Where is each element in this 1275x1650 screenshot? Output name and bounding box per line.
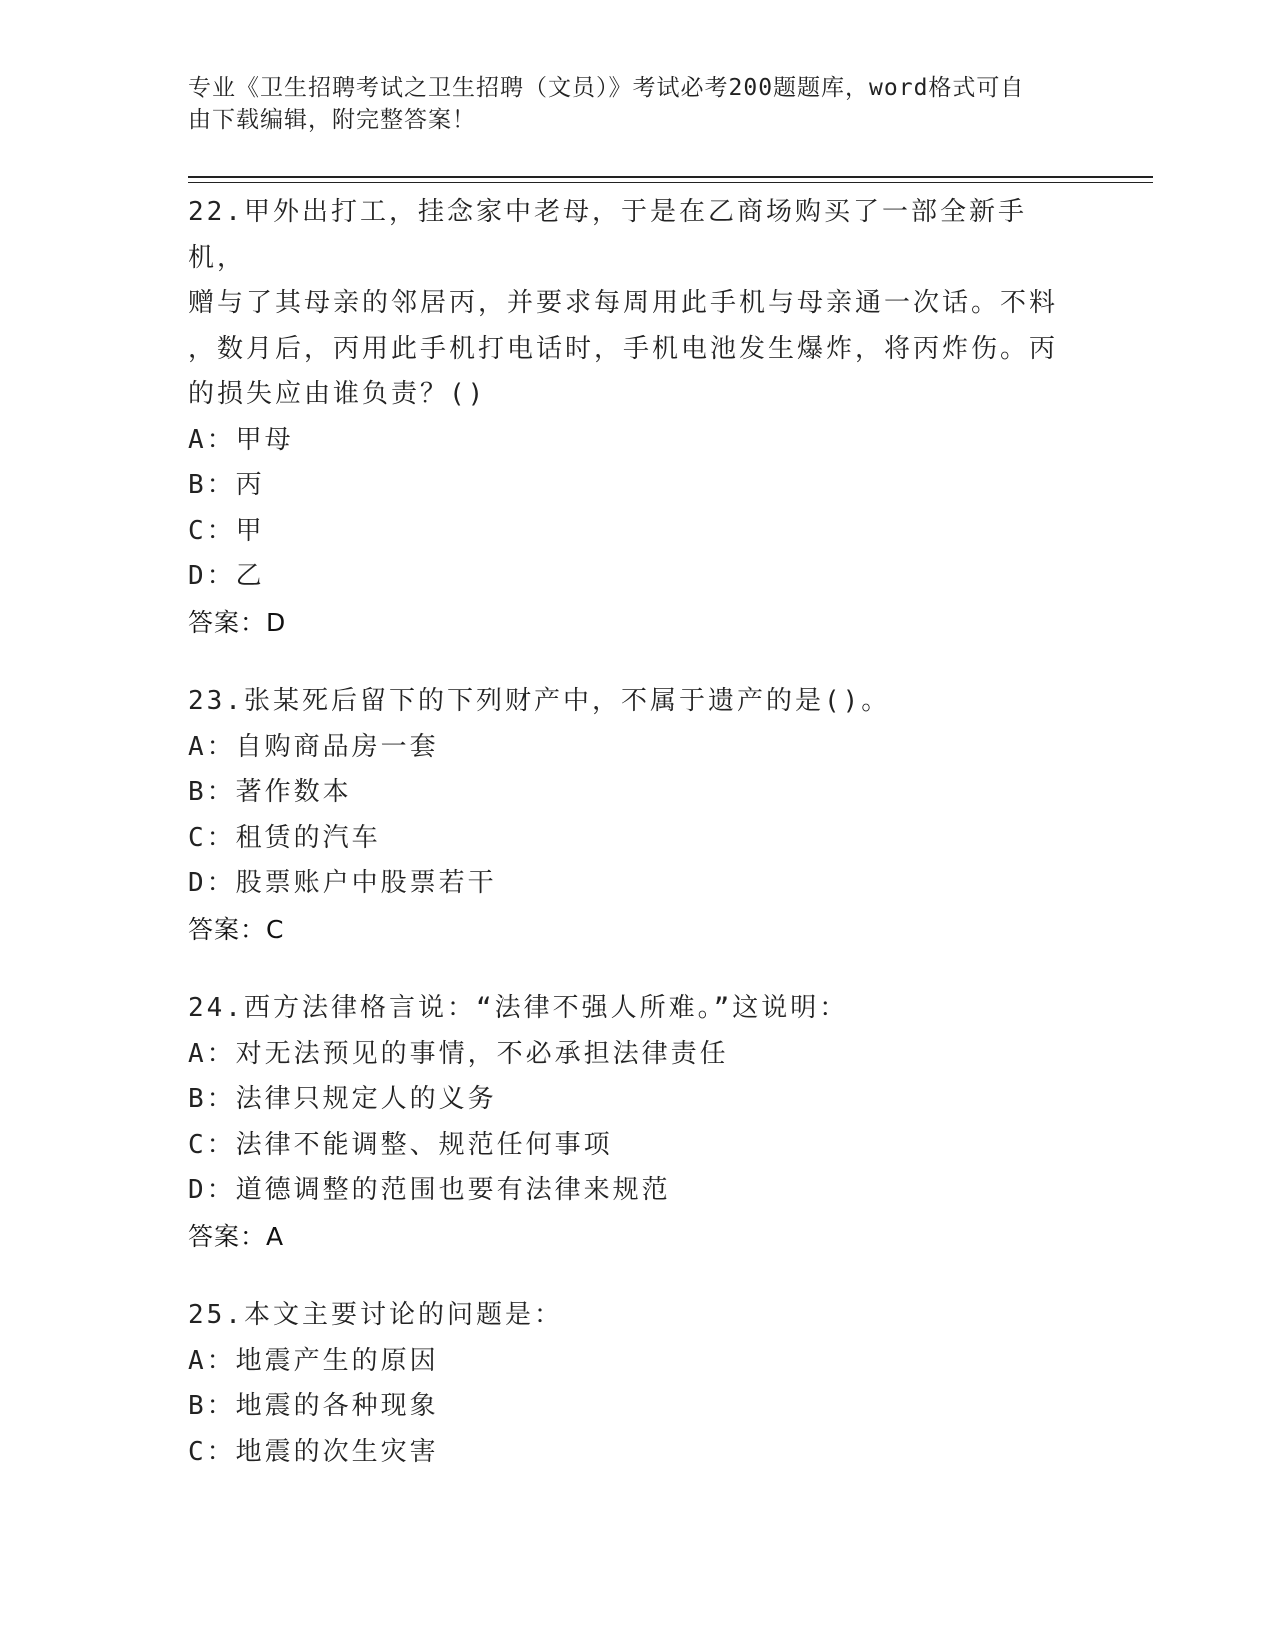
question-stem-line: 24.西方法律格言说：“法律不强人所难。”这说明：	[188, 993, 849, 1023]
question-22	[188, 190, 1068, 645]
option-a: A：对无法预见的事情，不必承担法律责任	[188, 1038, 729, 1069]
header-line-2: 由下载编辑，附完整答案！	[188, 107, 476, 133]
option-d: D：股票账户中股票若干	[188, 868, 497, 898]
answer-line: 答案：C	[188, 914, 285, 944]
option-b: B：著作数本	[188, 777, 352, 807]
option-b: B：丙	[188, 470, 265, 500]
question-stem-line: 23.张某死后留下的下列财产中，不属于遗产的是()。	[188, 686, 891, 716]
option-a: A：甲母	[188, 424, 294, 455]
question-stem-line: 22.甲外出打工，挂念家中老母，于是在乙商场购买了一部全新手机，	[188, 197, 1027, 273]
answer-line: 答案：D	[188, 607, 287, 637]
option-b: B：法律只规定人的义务	[188, 1084, 497, 1114]
header-divider-thin	[188, 182, 1153, 183]
option-b: B：地震的各种现象	[188, 1391, 439, 1421]
document-header	[188, 72, 1068, 136]
option-c: C：租赁的汽车	[188, 822, 381, 853]
question-24	[188, 986, 1068, 1259]
header-divider-thick	[188, 176, 1153, 178]
question-stem-line: 赠与了其母亲的邻居丙，并要求每周用此手机与母亲通一次话。不料	[188, 288, 1059, 318]
header-line-1: 专业《卫生招聘考试之卫生招聘（文员）》考试必考200题题库，word格式可自	[188, 75, 1025, 101]
option-d: D：道德调整的范围也要有法律来规范	[188, 1175, 671, 1205]
question-stem-line: 的损失应由谁负责？()	[188, 379, 487, 409]
option-c: C：地震的次生灾害	[188, 1436, 439, 1467]
question-stem-line: 25.本文主要讨论的问题是：	[188, 1300, 563, 1330]
option-c: C：法律不能调整、规范任何事项	[188, 1129, 613, 1160]
option-a: A：地震产生的原因	[188, 1345, 439, 1376]
option-c: C：甲	[188, 515, 265, 546]
question-25	[188, 1293, 1068, 1475]
question-stem-line: ，数月后，丙用此手机打电话时，手机电池发生爆炸，将丙炸伤。丙	[188, 333, 1059, 364]
option-d: D：乙	[188, 561, 265, 591]
option-a: A：自购商品房一套	[188, 731, 439, 762]
answer-line: 答案：A	[188, 1221, 285, 1251]
question-list	[188, 190, 1068, 1509]
question-23	[188, 679, 1068, 952]
